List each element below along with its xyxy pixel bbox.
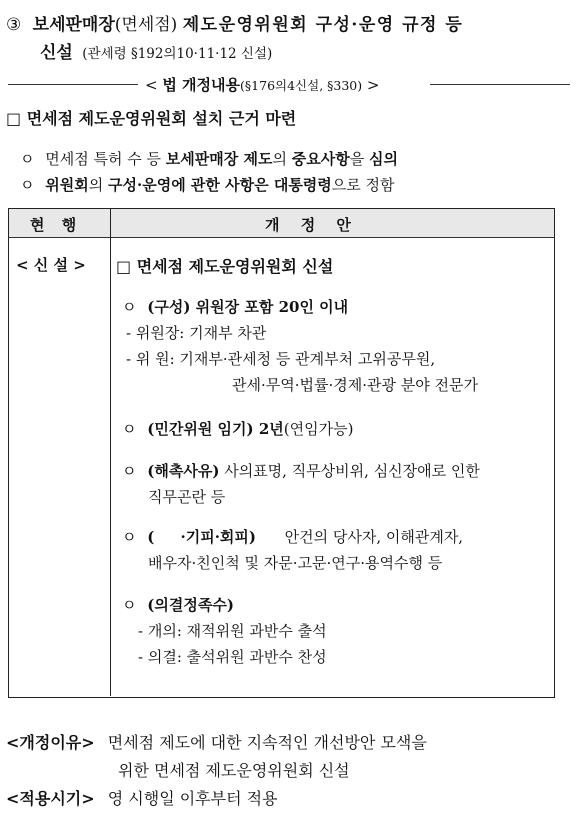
heading-note: (관세령 §192의10·11·12 신설) [82, 46, 273, 62]
item-text: 안건의 당사자, 이해관계자, [256, 528, 464, 546]
proposal-item-term [122, 418, 353, 439]
heading-normal-1: (면세점) [114, 15, 183, 35]
bullet-text: 의 [272, 150, 292, 168]
amend-open: < [145, 76, 163, 94]
item-marker: ㅇ [122, 298, 137, 316]
heading-bold-2: 제도운영위원회 구성·운영 규정 등 [182, 15, 464, 35]
sub-members-cont: 관세·무역·법률·경제·관광 분야 전문가 [232, 376, 478, 394]
proposal-item-quorum [122, 594, 234, 615]
bullet-bold: 구성·운영에 관한 사항은 [108, 176, 274, 194]
amend-title [145, 74, 379, 95]
proposal-item-composition [122, 296, 348, 317]
section-number: ③ [6, 15, 22, 35]
sub-chair: - 위원장: 기재부 차관 [126, 324, 267, 342]
bullet-bold: 대통령령 [273, 176, 332, 194]
reason-row [6, 730, 427, 753]
item-text: (연임가능) [283, 420, 354, 438]
apply-text: 영 시행일 이후부터 적용 [107, 789, 278, 808]
amend-box-item: □ 면세점 제도운영위원회 설치 근거 마련 [6, 109, 297, 128]
divider-left [8, 84, 138, 85]
amend-bullet-2 [20, 174, 395, 195]
bullet-bold: 심의 [368, 150, 398, 168]
item-marker: ㅇ [122, 596, 137, 614]
divider-right [430, 84, 570, 85]
item-marker: ㅇ [122, 462, 137, 480]
table-col-current: 현 행 [30, 216, 83, 234]
bullet-marker: ㅇ [20, 150, 35, 168]
amend-note: (§176의4신설, §330) [240, 78, 363, 93]
table-col-proposal: 개 정 안 [265, 216, 359, 234]
reason-text-cont: 위한 면세점 제도운영위원회 신설 [118, 761, 350, 780]
section-heading-line2 [40, 38, 272, 63]
sub-quorum-decide: - 의결: 출석위원 과반수 찬성 [138, 648, 327, 666]
bullet-bold: 위원회 [45, 176, 89, 194]
bullet-text: 의 [88, 176, 109, 194]
section-heading [6, 10, 463, 35]
recusal-cont: 배우자·친인척 및 자문·고문·연구·용역수행 등 [148, 554, 443, 572]
bullet-marker: ㅇ [20, 176, 35, 194]
item-marker: ㅇ [122, 420, 137, 438]
item-bold: (해촉사유) [147, 462, 220, 480]
dismissal-cont: 직무곤란 등 [148, 488, 226, 506]
reason-label: <개정이유> [6, 733, 95, 752]
bullet-text: 을 [349, 150, 369, 168]
table-header-divider [8, 237, 555, 238]
amend-bullet-1 [20, 148, 398, 169]
item-bold: (의결정족수) [147, 596, 234, 614]
table-column-divider [110, 208, 111, 696]
bullet-text: 면세점 특허 수 등 [45, 150, 166, 168]
current-cell: < 신 설 > [16, 256, 86, 274]
sub-members: - 위 원: 기재부·관세청 등 관계부처 고위공무원, [126, 350, 436, 368]
reason-text: 면세점 제도에 대한 지속적인 개선방안 모색을 [107, 733, 427, 752]
bullet-text: 으로 정함 [331, 176, 395, 194]
amend-close: > [362, 76, 380, 94]
sub-quorum-open: - 개의: 재적위원 과반수 출석 [138, 622, 327, 640]
item-bold: (민간위원 임기) 2년 [147, 420, 284, 438]
bullet-bold: 보세판매장 제도 [165, 150, 273, 168]
heading-bold-1: 보세판매장 [32, 15, 115, 35]
proposal-head: □ 면세점 제도운영위원회 신설 [116, 257, 334, 276]
item-bold: (구성) 위원장 포함 20인 이내 [147, 298, 349, 316]
apply-row [6, 786, 278, 809]
amend-bold: 법 개정내용 [162, 76, 241, 94]
item-text: 사의표명, 직무상비위, 심신장애로 인한 [219, 462, 480, 480]
proposal-item-recusal [122, 526, 463, 547]
heading-line2-bold: 신설 [40, 43, 73, 63]
item-bold: ( ·기피·회피) [147, 528, 256, 546]
proposal-item-dismissal [122, 460, 480, 481]
apply-label: <적용시기> [6, 789, 95, 808]
bullet-bold: 중요사항 [291, 150, 350, 168]
item-marker: ㅇ [122, 528, 137, 546]
